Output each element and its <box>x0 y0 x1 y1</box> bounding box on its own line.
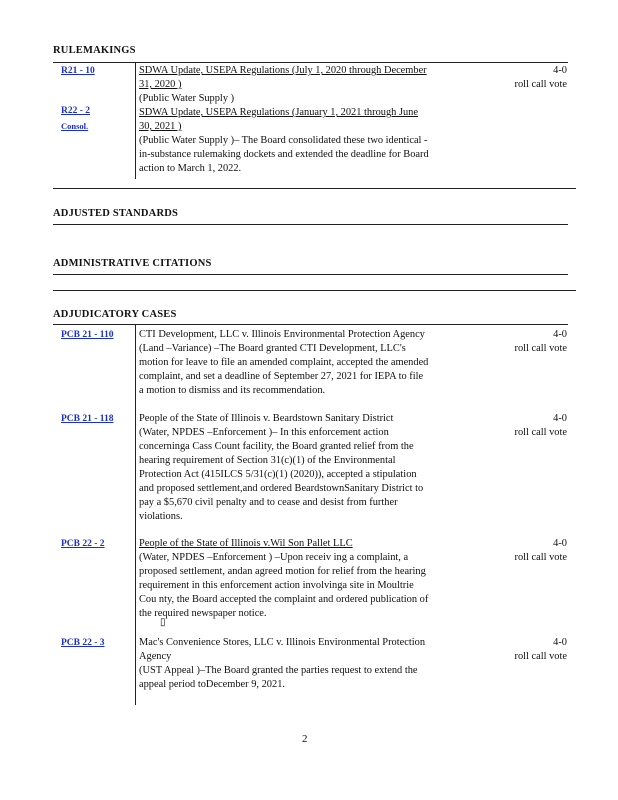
case-entry-pcb-21-118 <box>139 412 475 524</box>
entry-text-line: Mac's Convenience Stores, LLC v. Illinois Environmental Protection <box>139 637 426 648</box>
entry-text-line: proposed settlement, andan agreed motion for relief from the hearing <box>139 566 426 577</box>
entry-text-line: (Public Water Supply ) <box>139 93 235 104</box>
section-heading-adjudicatory-cases: ADJUDICATORY CASES <box>53 309 177 320</box>
docket-link-pcb-22-3[interactable]: PCB 22 - 3 <box>61 638 105 648</box>
vote-type: roll call vote <box>514 79 567 90</box>
entry-text-line: hearing requirement of Section 31(c)(1) of the Environmental <box>139 455 396 466</box>
entry-text-line: (Water, NPDES –Enforcement )– In this enforcement action <box>139 427 389 438</box>
entry-text-line: pay a $5,670 civil penalty and to cease and desist from further <box>139 497 398 508</box>
section-rule <box>53 324 568 325</box>
entry-text-line: violations. <box>139 511 183 522</box>
vote-count: 4-0 <box>553 65 567 76</box>
section-heading-rulemakings: RULEMAKINGS <box>53 45 136 56</box>
stray-glyph-mark: ▯ <box>160 617 166 628</box>
entry-text-line: (Public Water Supply )– The Board consolidated these two identical - <box>139 135 428 146</box>
docket-link-r21-10[interactable]: R21 - 10 <box>61 66 95 76</box>
entry-text-line: complaint, and set a deadline of September 27, 2021 for IEPA to file <box>139 371 424 382</box>
docket-link-r22-2[interactable]: R22 - 2 <box>61 106 91 116</box>
section-rule <box>53 62 568 63</box>
column-divider <box>135 63 136 179</box>
vote-count: 4-0 <box>553 413 567 424</box>
case-entry-pcb-22-3 <box>139 636 475 692</box>
vote-type: roll call vote <box>514 552 567 563</box>
section-rule <box>53 290 576 291</box>
vote-count: 4-0 <box>553 538 567 549</box>
vote-type: roll call vote <box>514 651 567 662</box>
column-divider <box>135 325 136 705</box>
entry-text-line: action to March 1, 2022. <box>139 163 242 174</box>
entry-title-line: 31, 2020 ) <box>139 79 182 90</box>
case-entry-pcb-22-2 <box>139 537 475 621</box>
entry-text-line: motion for leave to file an amended complaint, accepted the amended <box>139 357 429 368</box>
entry-text-line: in-substance rulemaking dockets and extended the deadline for Board <box>139 149 429 160</box>
section-rule <box>53 224 568 225</box>
vote-type: roll call vote <box>514 343 567 354</box>
entry-text-line: concerninga Cass Count facility, the Board granted relief from the <box>139 441 414 452</box>
vote-type: roll call vote <box>514 427 567 438</box>
vote-r21-10 <box>497 64 567 92</box>
entry-text-line: Cou nty, the Board accepted the complaint and ordered publication of <box>139 594 429 605</box>
entry-text-line: Protection Act (415ILCS 5/31(c)(1) (2020)), accepted a stipulation <box>139 469 417 480</box>
section-heading-administrative-citations: ADMINISTRATIVE CITATIONS <box>53 258 212 269</box>
entry-text-line: People of the State of Illinois v. Beardstown Sanitary District <box>139 413 394 424</box>
vote-count: 4-0 <box>553 637 567 648</box>
entry-title-line: SDWA Update, USEPA Regulations (July 1, 2020 through December <box>139 65 427 76</box>
docket-link-pcb-21-118[interactable]: PCB 21 - 118 <box>61 414 114 424</box>
section-heading-adjusted-standards: ADJUSTED STANDARDS <box>53 208 179 219</box>
entry-text-line: a motion to dismiss and its recommendation. <box>139 385 326 396</box>
entry-title-line: 30, 2021 ) <box>139 121 182 132</box>
vote-pcb-22-2 <box>497 537 567 565</box>
vote-pcb-22-3 <box>497 636 567 664</box>
entry-text-line: the required newspaper notice. <box>139 608 267 619</box>
case-entry-pcb-21-110 <box>139 328 475 398</box>
docket-link-pcb-22-2[interactable]: PCB 22 - 2 <box>61 539 105 549</box>
entry-title-line: SDWA Update, USEPA Regulations (January 1, 2021 through June <box>139 107 418 118</box>
vote-count: 4-0 <box>553 329 567 340</box>
rulemaking-entry-r22-2 <box>139 106 475 176</box>
vote-pcb-21-110 <box>497 328 567 356</box>
entry-title-line: People of the State of Illinois v.Wil Son Pallet LLC <box>139 538 353 549</box>
entry-text-line: CTI Development, LLC v. Illinois Environmental Protection Agency <box>139 329 425 340</box>
entry-text-line: Agency <box>139 651 172 662</box>
docket-consol-label[interactable]: Consol. <box>61 121 89 131</box>
section-rule <box>53 188 576 189</box>
entry-text-line: (UST Appeal )–The Board granted the parties request to extend the <box>139 665 418 676</box>
docket-link-pcb-21-110[interactable]: PCB 21 - 110 <box>61 330 114 340</box>
section-rule <box>53 274 568 275</box>
rulemaking-entry-r21-10 <box>139 64 475 106</box>
entry-text-line: requirement in this enforcement action involvinga site in Moultrie <box>139 580 414 591</box>
vote-pcb-21-118 <box>497 412 567 440</box>
entry-text-line: (Water, NPDES –Enforcement ) –Upon receiv ing a complaint, a <box>139 552 409 563</box>
entry-text-line: appeal period toDecember 9, 2021. <box>139 679 285 690</box>
entry-text-line: and proposed settlement,and ordered BeardstownSanitary District to <box>139 483 424 494</box>
entry-text-line: (Land –Variance) –The Board granted CTI Development, LLC's <box>139 343 406 354</box>
page-number: 2 <box>302 733 308 745</box>
